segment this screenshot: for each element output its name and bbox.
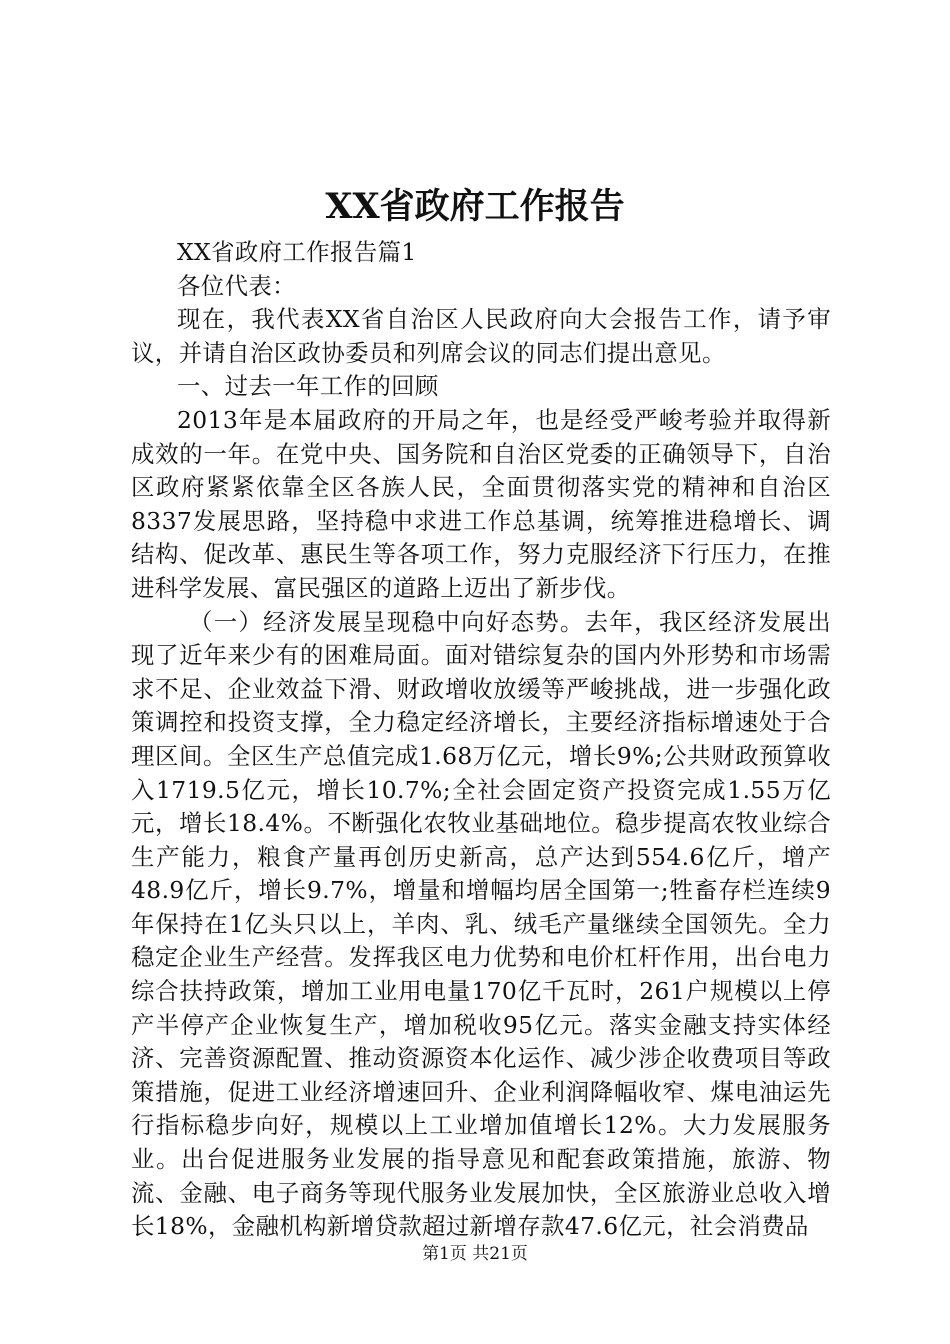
paragraph-economy: （一）经济发展呈现稳中向好态势。去年，我区经济发展出现了近年来少有的困难局面。面对错综复杂的国内外形势和市场需求不足、企业效益下滑、财政增收放缓等严峻挑战，进一步强化政策调控和投资支撑，全力稳定经济增长，主要经济指标增速处于合理区间。全区生产总值完成1.68万亿元，增长9%;公共财政预算收入1719.5亿元，增长10.7%;全社会固定资产投资完成1.55万亿元，增长18.4%。不断强化农牧业基础地位。稳步提高农牧业综合生产能力，粮食产量再创历史新高，总产达到554.6亿斤，增产48.9亿斤，增长9.7%，增量和增幅均居全国第一;牲畜存栏连续9年保持在1亿头只以上，羊肉、乳、绒毛产量继续全国领先。全力稳定企业生产经营。发挥我区电力优势和电价杠杆作用，出台电力综合扶持政策，增加工业用电量170亿千瓦时，261户规模以上停产半停产企业恢复生产，增加税收95亿元。落实金融支持实体经济、完善资源配置、推动资源资本化运作、减少涉企收费项目等政策措施，促进工业经济增速回升、企业利润降幅收窄、煤电油运先行指标稳步向好，规模以上工业增加值增长12%。大力发展服务业。出台促进服务业发展的指导意见和配套政策措施，旅游、物流、金融、电子商务等现代服务业发展加快，全区旅游业总收入增长18%，金融机构新增贷款超过新增存款47.6亿元，社会消费品 xyxy=(131,607,831,1241)
document-title: XX省政府工作报告 xyxy=(325,186,625,227)
section-heading-review: 一、过去一年工作的回顾 xyxy=(177,372,439,401)
paragraph-intro: 现在，我代表XX省自治区人民政府向大会报告工作，请予审议，并请自治区政协委员和列席会议的同志们提出意见。 xyxy=(131,305,831,367)
section-heading: XX省政府工作报告篇1 xyxy=(177,238,417,266)
salutation: 各位代表： xyxy=(177,271,296,300)
page-number: 第1页 共21页 xyxy=(422,1244,528,1264)
paragraph-2013: 2013年是本届政府的开局之年，也是经受严峻考验并取得新成效的一年。在党中央、国务院和自治区党委的正确领导下，自治区政府紧紧依靠全区各族人民，全面贯彻落实党的精神和自治区8337发展思路，坚持稳中求进工作总基调，统筹推进稳增长、调结构、促改革、惠民生等各项工作，努力克服经济下行压力，在推进科学发展、富民强区的道路上迈出了新步伐。 xyxy=(131,405,831,602)
document-body xyxy=(131,236,831,1244)
